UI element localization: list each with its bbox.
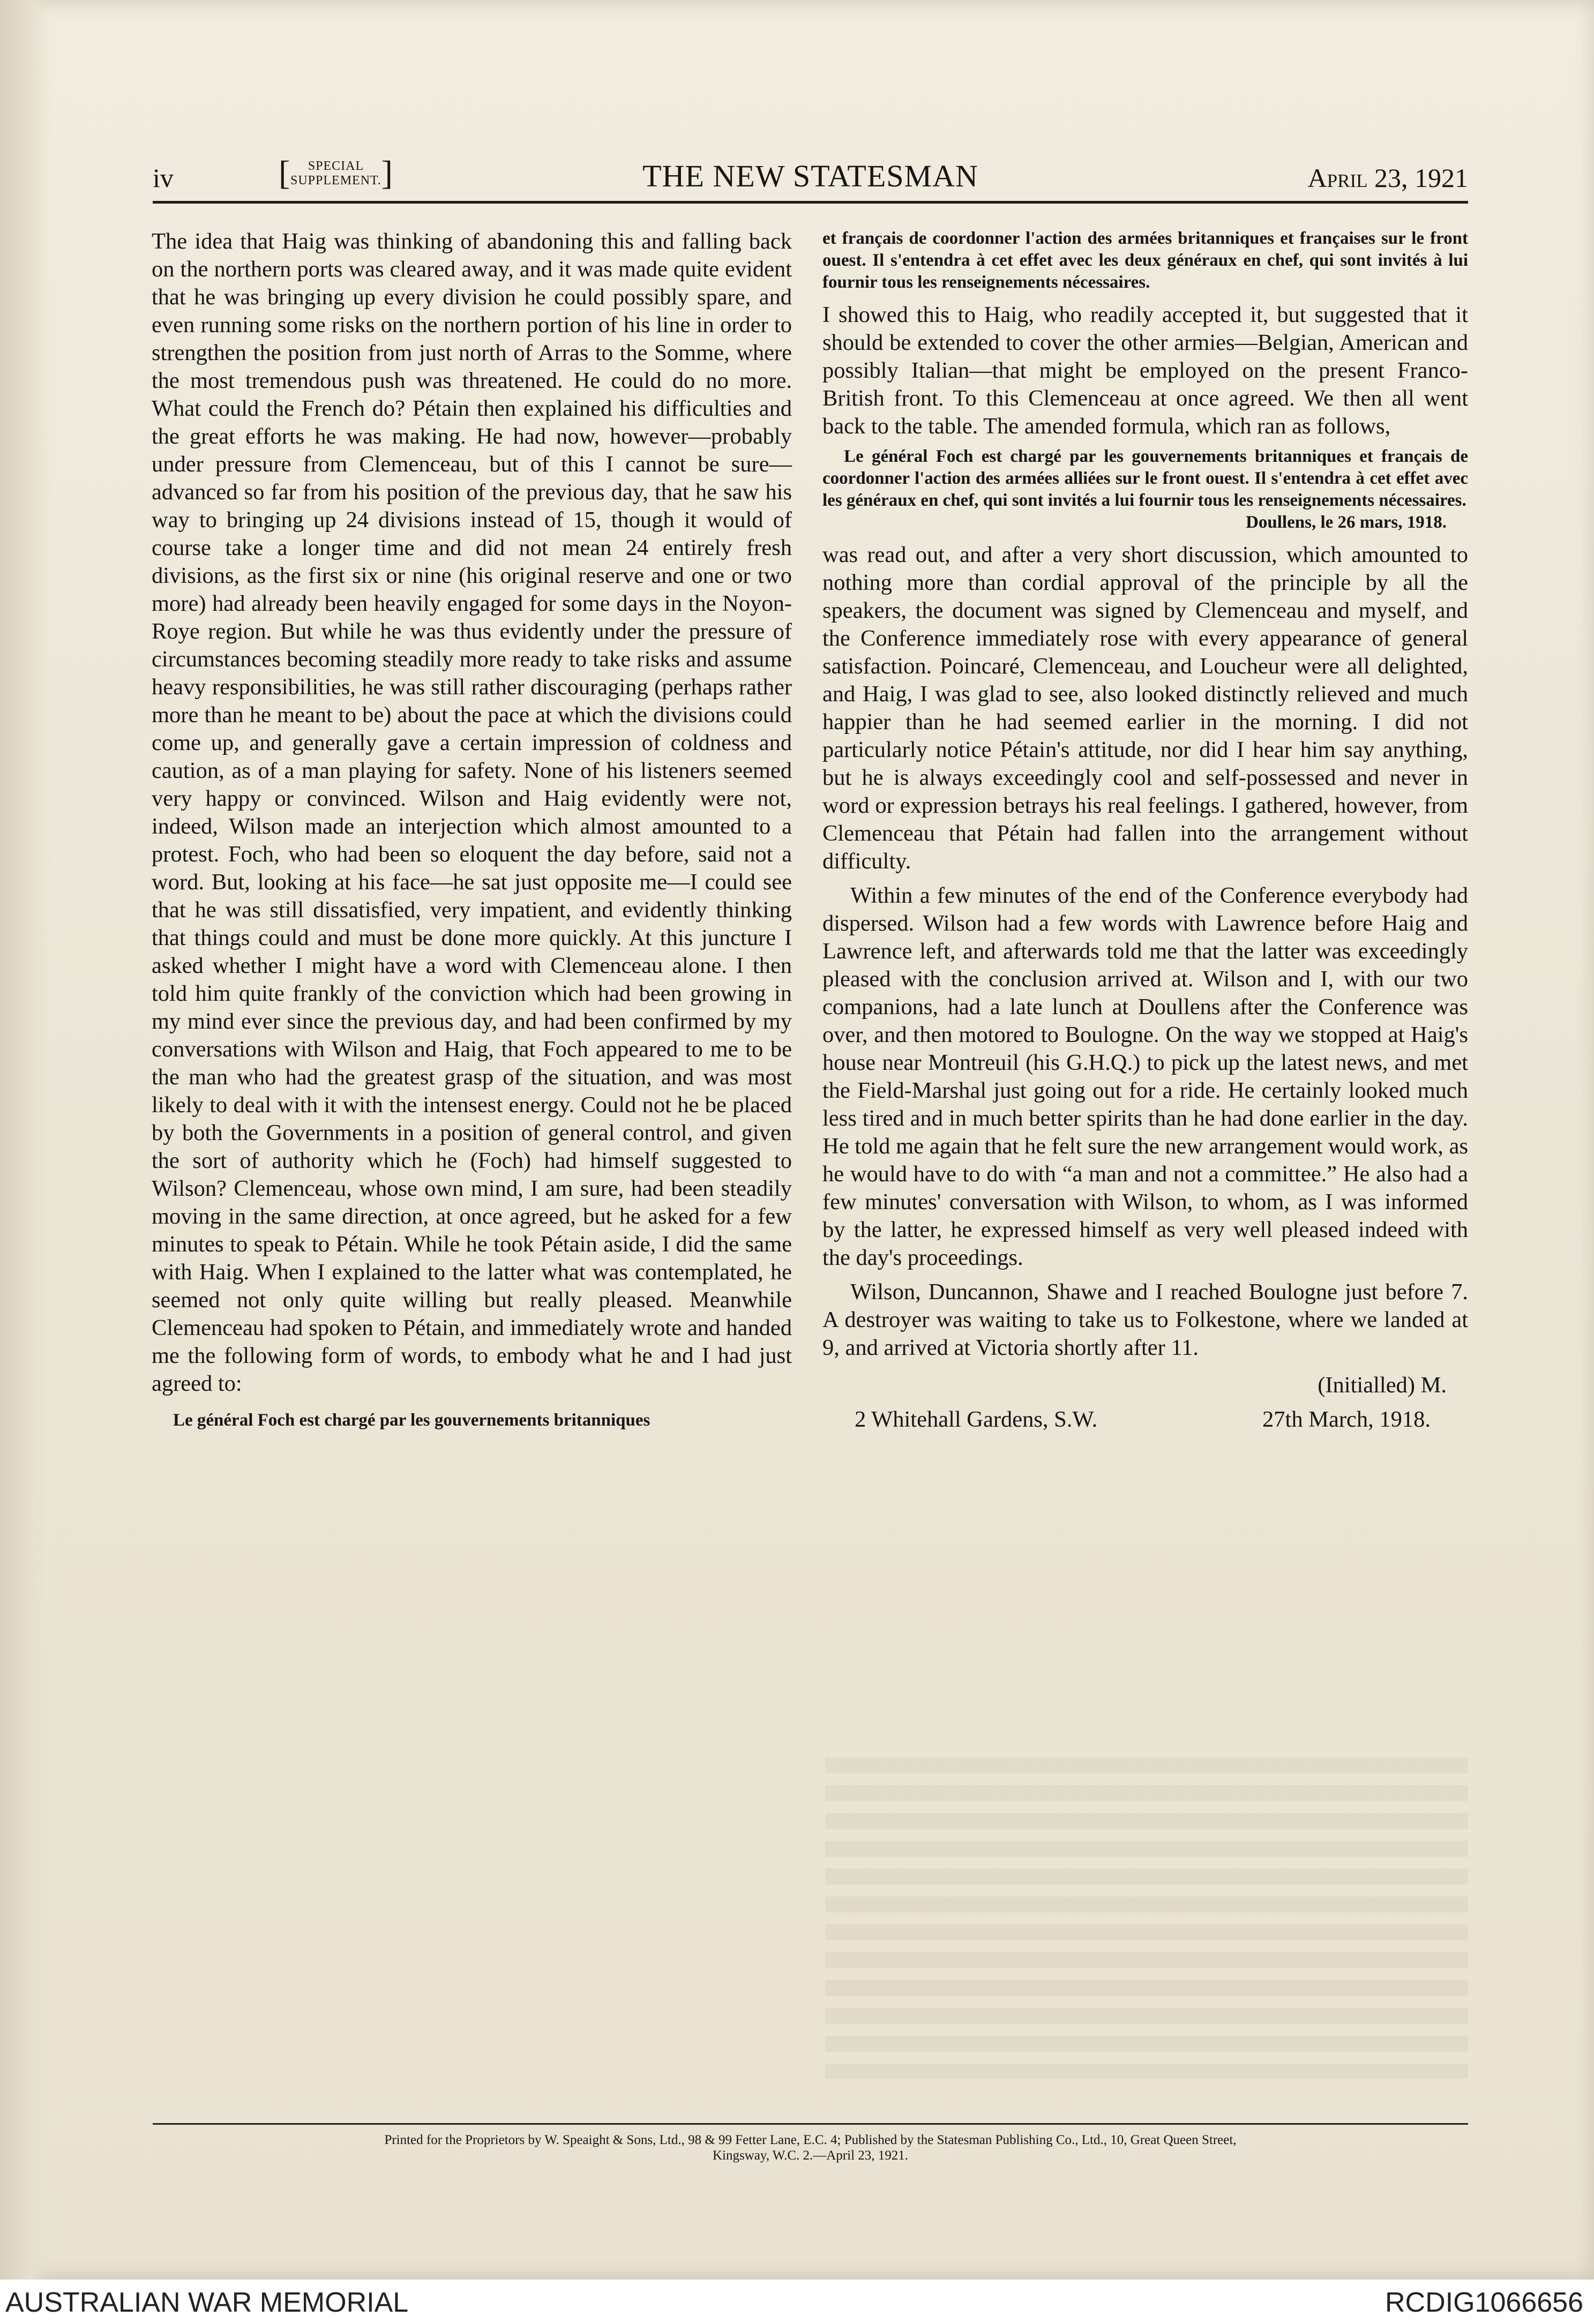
page-header xyxy=(153,154,1468,201)
right-bracket: ] xyxy=(381,154,393,192)
signature-date: 27th March, 1918. xyxy=(1262,1407,1431,1432)
signature-line xyxy=(822,1406,1468,1434)
supplement-line-2: SUPPLEMENT. xyxy=(290,174,381,188)
right-paragraph-2: was read out, and after a very short discussion, which amounted to nothing more than cordial approval of the principle by all the speakers, the document was signed by Clemenceau and myself, and the Conference immediately rose with every appearance of general satisfaction. Poincaré, Clemenceau, and Loucheur were all delighted, and Haig, I was glad to see, also looked distinctly relieved and much happier than he had seemed earlier in the morning. I did not particularly notice Pétain's attitude, nor did I hear him say anything, but he is always exceedingly cool and self-possessed and never in word or expression betrays his real feelings. I gathered, however, from Clemenceau that Pétain had fallen into the arrangement without difficulty. xyxy=(822,542,1468,874)
issue-date: April 23, 1921 xyxy=(1307,163,1468,193)
right-paragraph-1: I showed this to Haig, who readily accepted it, but suggested that it should be extended to cover the other armies—Belgian, American and possibly Italian—that might be employed on the present Franco-British front. To this Clemenceau at once agreed. We then all went back to the table. The amended formula, which ran as follows, xyxy=(822,302,1468,439)
header-rule xyxy=(153,201,1468,204)
archive-item-id: RCDIG1066656 xyxy=(1385,2287,1583,2318)
left-bracket: [ xyxy=(279,154,291,192)
right-paragraph-3: Within a few minutes of the end of the Conference everybody had dispersed. Wilson had a few words with Lawrence before Haig and Lawrence left, and afterwards told me that the latter was exceedingly pleased with the conclusion arrived at. Wilson and I, with our two companions, had a late lunch at Doullens after the Conference was over, and then motored to Boulogne. On the way we stopped at Haig's house near Montreuil (his G.H.Q.) to pick up the latest news, and met the Field-Marshal just going out for a ride. He certainly looked much less tired and in much better spirits than he had done earlier in the day. He told me again that he felt sure the new arrangement would work, as he would have to do with “a man and not a committee.” He also had a few minutes' conversation with Wilson, to whom, as I was informed by the latter, he expressed himself as very well pleased indeed with the day's proceedings. xyxy=(822,883,1468,1270)
imprint-line-1: Printed for the Proprietors by W. Speaight & Sons, Ltd., 98 & 99 Fetter Lane, E.C. 4; Published by the Statesman Publishing Co., Ltd., 10, Great Queen Street, xyxy=(384,2133,1237,2147)
reverse-side-showthrough xyxy=(825,1757,1468,2079)
imprint-line-2: Kingsway, W.C. 2.—April 23, 1921. xyxy=(712,2148,909,2163)
french-formula-start-text: Le général Foch est chargé par les gouvernements britanniques xyxy=(173,1411,650,1430)
paper-edge-shadow xyxy=(0,0,51,2280)
right-column xyxy=(822,228,1468,1434)
french-formula-start xyxy=(152,1410,792,1431)
french-amended-formula xyxy=(822,446,1468,534)
french-dateline: Doullens, le 26 mars, 1918. xyxy=(1246,513,1447,532)
printer-imprint xyxy=(153,2123,1468,2163)
initialled-signature: (Initialled) M. xyxy=(1318,1373,1447,1398)
left-paragraph: The idea that Haig was thinking of abandoning this and falling back on the northern ports was cleared away, and it was made quite evident that he was bringing up every division he could possibly spare, and even running some risks on the northern portion of his line in order to strengthen the position from just north of Arras to the Somme, where the most tremendous push was threatened. He could do no more. What could the French do? Pétain then explained his difficulties and the great efforts he was making. He had now, however—probably under pressure from Clemenceau, but of this I cannot be sure—advanced so far from his position of the previous day, that he saw his way to bringing up 24 divisions instead of 15, though it would of course take a longer time and did not mean 24 entirely fresh divisions, as the first six or nine (his original reserve and one or two more) had already been heavily engaged for some days in the Noyon-Roye region. But while he was thus evidently under the pressure of circumstances becoming steadily more ready to take risks and assume heavy responsibilities, he was still rather discouraging (perhaps rather more than he meant to be) about the pace at which the divisions could come up, and generally gave a certain impression of coldness and caution, as of a man playing for safety. None of his listeners seemed very happy or convinced. Wilson and Haig evidently were not, indeed, Wilson made an interjection which almost amounted to a protest. Foch, who had been so eloquent the day before, said not a word. But, looking at his face—he sat just opposite me—I could see that he was still dissatisfied, very impatient, and evidently thinking that things could and must be done more quickly. At this juncture I asked whether I might have a word with Clemenceau alone. I then told him quite frankly of the conviction which had been growing in my mind ever since the previous day, and had been confirmed by my conversations with Wilson and Haig, that Foch appeared to me to be the man who had the greatest grasp of the situation, and was most likely to deal with it with the intensest energy. Could not he be placed by both the Governments in a position of general control, and given the sort of authority which he (Foch) had himself suggested to Wilson? Clemenceau, whose own mind, I am sure, had been steadily moving in the same direction, at once agreed, but he asked for a few minutes to speak to Pétain. While he took Pétain aside, I did the same with Haig. When I explained to the latter what was contemplated, he seemed not only quite willing but really pleased. Meanwhile Clemenceau had spoken to Pétain, and immediately wrote and handed me the following form of words, to embody what he and I had just agreed to: xyxy=(152,229,792,1396)
supplement-line-1: SPECIAL xyxy=(308,159,364,173)
left-column xyxy=(152,228,792,1439)
archive-name: AUSTRALIAN WAR MEMORIAL xyxy=(5,2287,409,2318)
french-formula-continued: et français de coordonner l'action des armées britanniques et françaises sur le front ouest. Il s'entendra à cet effet avec les deux généraux en chef, qui sont invités à lui fournir tous les renseignements nécessaires. xyxy=(822,229,1468,292)
right-paragraph-4: Wilson, Duncannon, Shawe and I reached Boulogne just before 7. A destroyer was waiting to take us to Folkestone, where we landed at 9, and arrived at Victoria shortly after 11. xyxy=(822,1279,1468,1360)
page-number: iv xyxy=(153,163,174,193)
signature-address: 2 Whitehall Gardens, S.W. xyxy=(855,1407,1098,1432)
french-amended-text: Le général Foch est chargé par les gouvernements britanniques et français de coordonner l'action des armées alliées sur le front ouest. Il s'entendra à cet effet avec les généraux en chef, qui sont invités a lui fournir tous les renseignements nécessaires. xyxy=(822,447,1468,510)
masthead-title: THE NEW STATESMAN xyxy=(642,159,978,193)
